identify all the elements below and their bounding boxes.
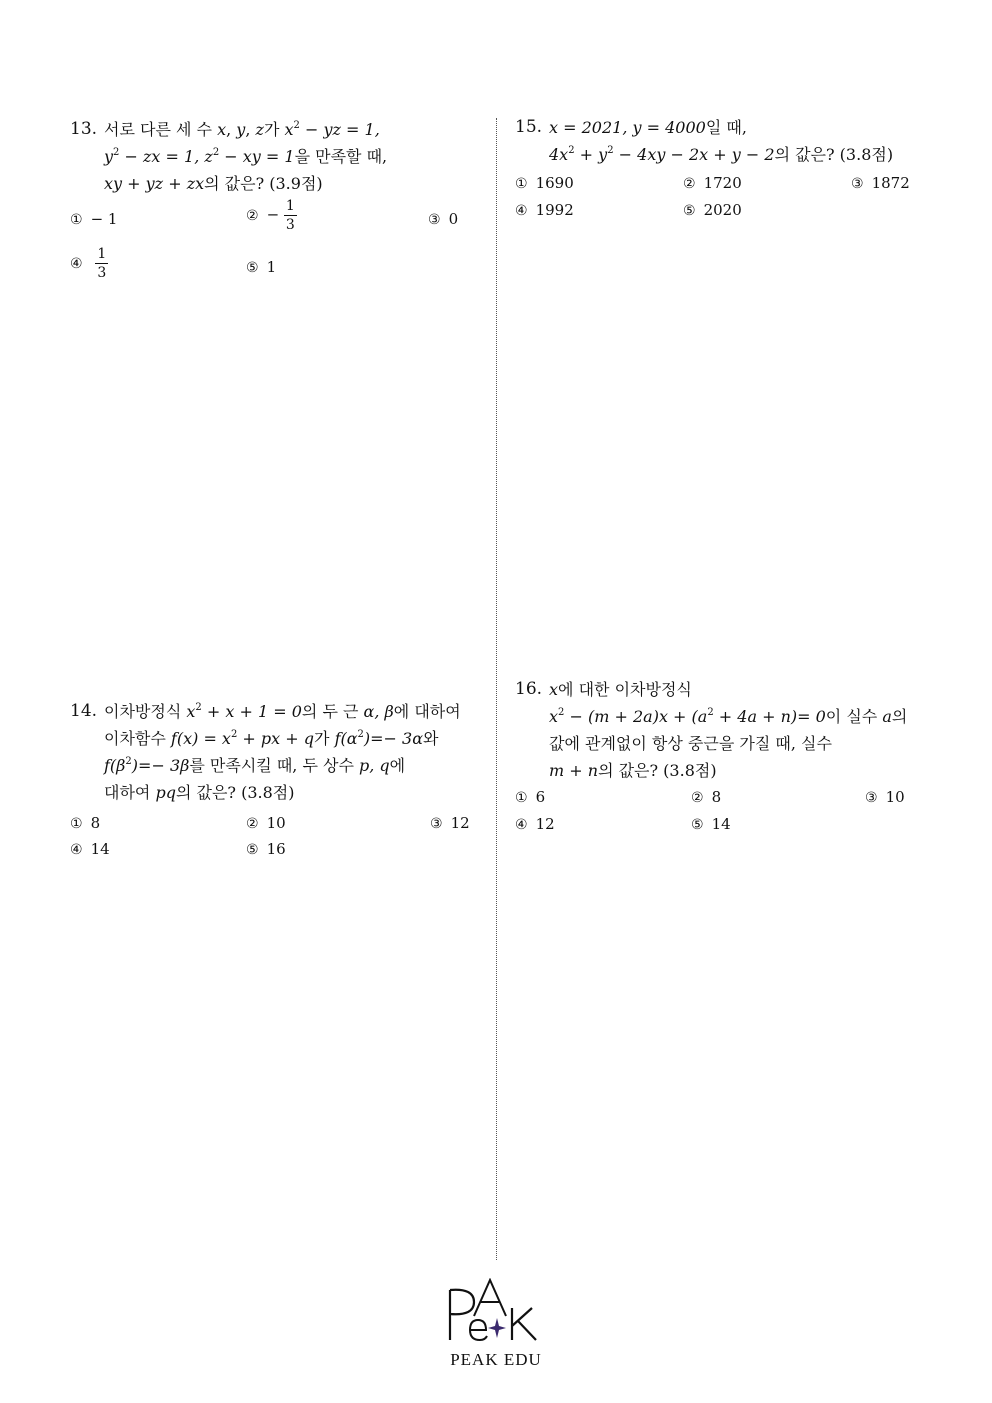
peak-logo-mark bbox=[440, 1278, 552, 1348]
choice-1[interactable]: ① 1690 bbox=[515, 174, 574, 192]
choice-3[interactable]: ③ 1872 bbox=[851, 174, 910, 192]
problem-number: 16. bbox=[515, 679, 543, 699]
choice-5[interactable]: ⑤ 1 bbox=[246, 258, 277, 276]
choice-3[interactable]: ③ 10 bbox=[865, 788, 905, 806]
problem-number: 14. bbox=[70, 701, 98, 721]
choice-4[interactable]: ④ 14 bbox=[70, 840, 110, 858]
choice-4[interactable]: ④ $\frac{1}{3}$ bbox=[70, 246, 107, 281]
logo-text: PEAK EDU bbox=[450, 1350, 542, 1369]
problem-15 bbox=[515, 114, 925, 230]
problem-14 bbox=[70, 698, 485, 870]
problem-number: 13. bbox=[70, 119, 98, 139]
choice-list bbox=[515, 170, 925, 230]
problem-stem: x에 대한 이차방정식 $x^2 - (m + 2a)x + (a^2 + 4a + n)= 0$이 실수 a의 값에 관계없이 항상 중근을 가질 때, 실수 m + n의 값은? (3.8점) bbox=[549, 680, 908, 780]
choice-5[interactable]: ⑤ 14 bbox=[691, 815, 731, 833]
choice-list bbox=[70, 198, 480, 291]
choice-3[interactable]: ③ 12 bbox=[430, 814, 470, 832]
choice-4[interactable]: ④ 1992 bbox=[515, 201, 574, 219]
choice-2[interactable]: ② 1720 bbox=[683, 174, 742, 192]
choice-5[interactable]: ⑤ 2020 bbox=[683, 201, 742, 219]
choice-1[interactable]: ① − 1 bbox=[70, 210, 118, 228]
choice-2[interactable]: ② − $\frac{1}{3}$ bbox=[246, 198, 295, 233]
column-divider bbox=[496, 118, 497, 1260]
problem-stem: 서로 다른 세 수 x, y, z가 $x^2$ − yz = 1, $y^2$ − zx = 1, $z^2$ − xy = 1을 만족할 때, xy + yz + zx의 값은? (3.9점) bbox=[104, 120, 388, 193]
choice-5[interactable]: ⑤ 16 bbox=[246, 840, 286, 858]
problem-number: 15. bbox=[515, 117, 543, 137]
problem-16 bbox=[515, 676, 925, 844]
choice-2[interactable]: ② 8 bbox=[691, 788, 722, 806]
choice-1[interactable]: ① 8 bbox=[70, 814, 101, 832]
problem-13 bbox=[70, 116, 480, 291]
choice-2[interactable]: ② 10 bbox=[246, 814, 286, 832]
choice-4[interactable]: ④ 12 bbox=[515, 815, 555, 833]
fraction: $\frac{1}{3}$ bbox=[97, 246, 107, 281]
choice-1[interactable]: ① 6 bbox=[515, 788, 546, 806]
problem-stem: x = 2021, y = 4000일 때, $4x^2 + y^2 - 4xy - 2x + y - 2$의 값은? (3.8점) bbox=[549, 118, 894, 164]
choice-3[interactable]: ③ 0 bbox=[428, 210, 459, 228]
star-icon bbox=[488, 1318, 506, 1338]
choice-list bbox=[70, 810, 485, 870]
peak-edu-logo bbox=[440, 1278, 552, 1373]
problem-stem: 이차방정식 $x^2 + x + 1 = 0$의 두 근 α, β에 대하여 이차함수 $f(x) = x^2$ + px + q가 $f(\alpha^2)=- 3\alpha$와 $f(\beta^2)=- 3\beta$를 만족시킬 때, 두 상수 p, q에 대하여 pq의 값은? (3.8점) bbox=[104, 702, 461, 802]
choice-list bbox=[515, 784, 925, 844]
fraction: $\frac{1}{3}$ bbox=[285, 198, 295, 233]
